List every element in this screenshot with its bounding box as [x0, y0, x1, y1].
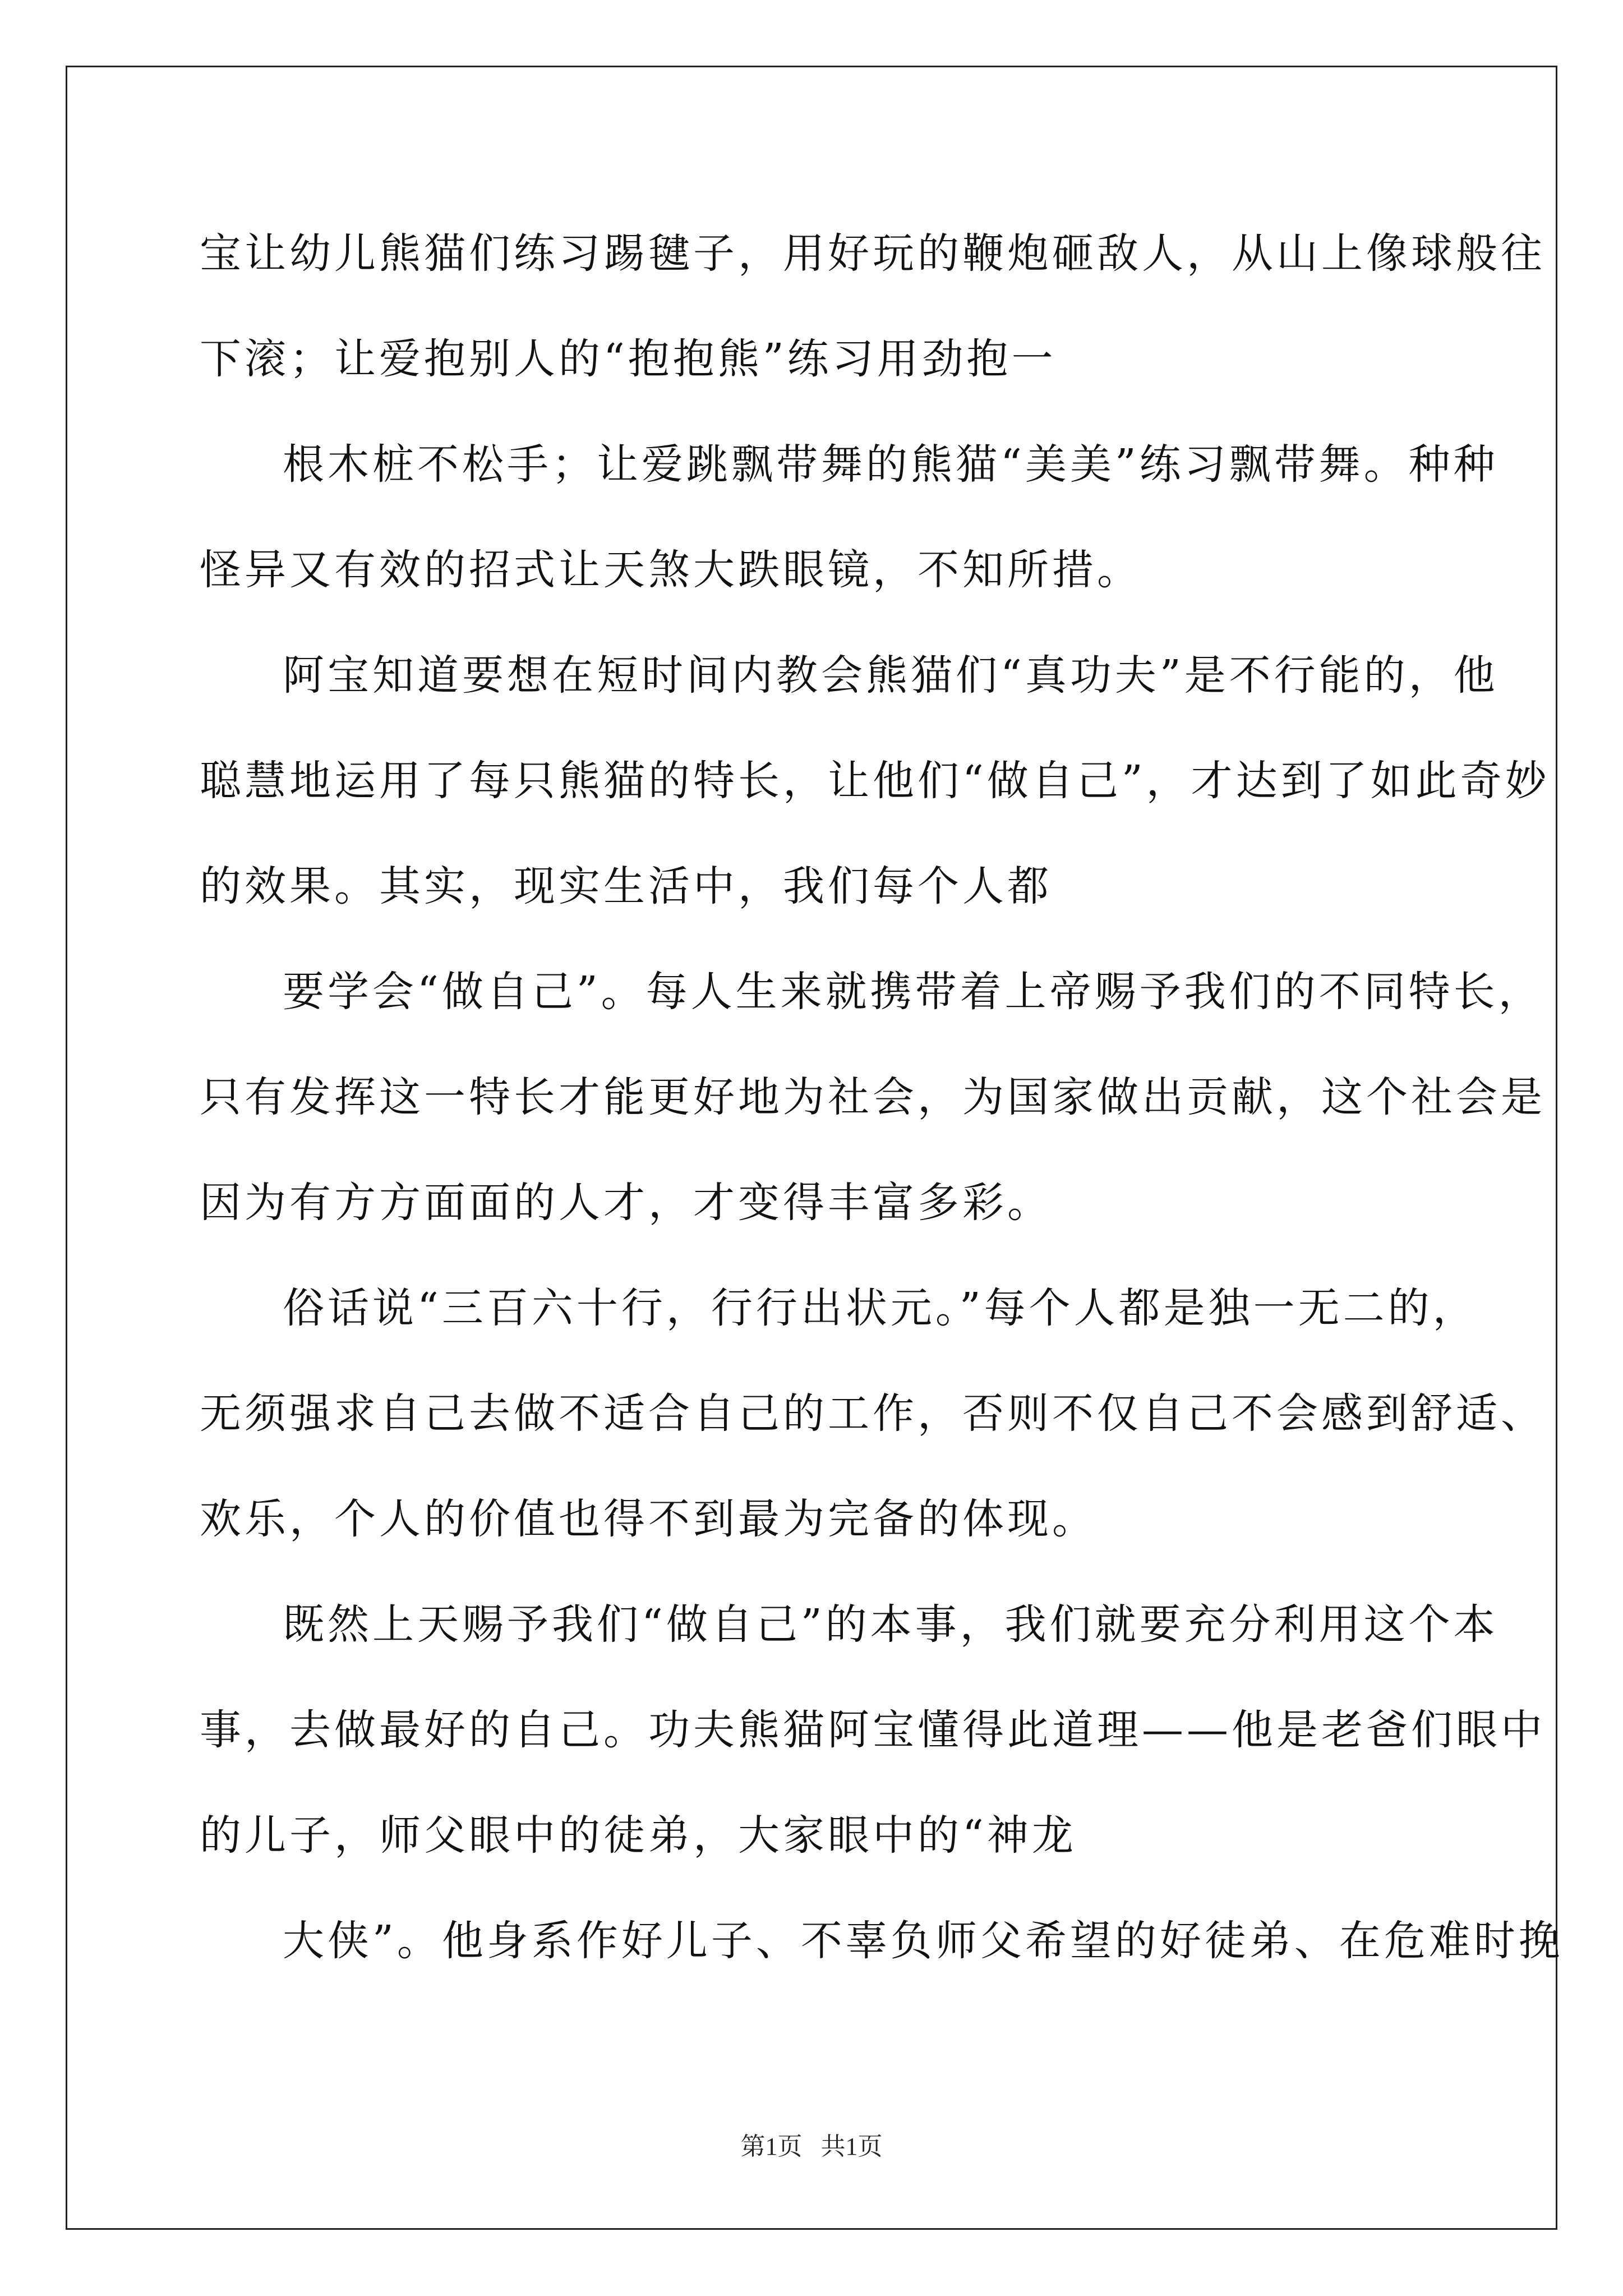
- text-line: 阿宝知道要想在短时间内教会熊猫们“真功夫”是不行能的，他: [283, 651, 1498, 700]
- text-line: 聪慧地运用了每只熊猫的特长，让他们“做自己”，才达到了如此奇妙: [200, 757, 1550, 805]
- text-line: 下滚；让爱抱别人的“抱抱熊”练习用劲抱一: [200, 335, 1057, 383]
- text-line: 事，去做最好的自己。功夫熊猫阿宝懂得此道理——他是老爸们眼中: [200, 1706, 1546, 1754]
- text-line: 无须强求自己去做不适合自己的工作，否则不仅自己不会感到舒适、: [200, 1389, 1546, 1438]
- text-line: 因为有方方面面的人才，才变得丰富多彩。: [200, 1179, 1052, 1227]
- document-body: [200, 209, 1564, 2001]
- text-line: 只有发挥这一特长才能更好地为社会，为国家做出贡献，这个社会是: [200, 1073, 1546, 1121]
- text-line: 要学会“做自己”。每人生来就携带着上帝赐予我们的不同特长，: [283, 968, 1543, 1016]
- page-number-footer: 第1页 共1页: [740, 2133, 883, 2160]
- text-line: 既然上天赐予我们“做自己”的本事，我们就要充分利用这个本: [283, 1600, 1498, 1649]
- text-line: 根木桩不松手；让爱跳飘带舞的熊猫“美美”练习飘带舞。种种: [283, 440, 1498, 489]
- text-line: 的效果。其实，现实生活中，我们每个人都: [200, 862, 1052, 910]
- text-line: 俗话说“三百六十行，行行出状元。”每个人都是独一无二的，: [283, 1284, 1478, 1332]
- text-line: 宝让幼儿熊猫们练习踢毽子，用好玩的鞭炮砸敌人，从山上像球般往: [200, 229, 1546, 278]
- text-line: 的儿子，师父眼中的徒弟，大家眼中的“神龙: [200, 1811, 1077, 1860]
- text-line: 大侠”。他身系作好儿子、不辜负师父希望的好徒弟、在危难时挽: [283, 1917, 1564, 1965]
- text-line: 怪异又有效的招式让天煞大跌眼镜，不知所措。: [200, 546, 1142, 594]
- text-line: 欢乐，个人的价值也得不到最为完备的体现。: [200, 1495, 1097, 1543]
